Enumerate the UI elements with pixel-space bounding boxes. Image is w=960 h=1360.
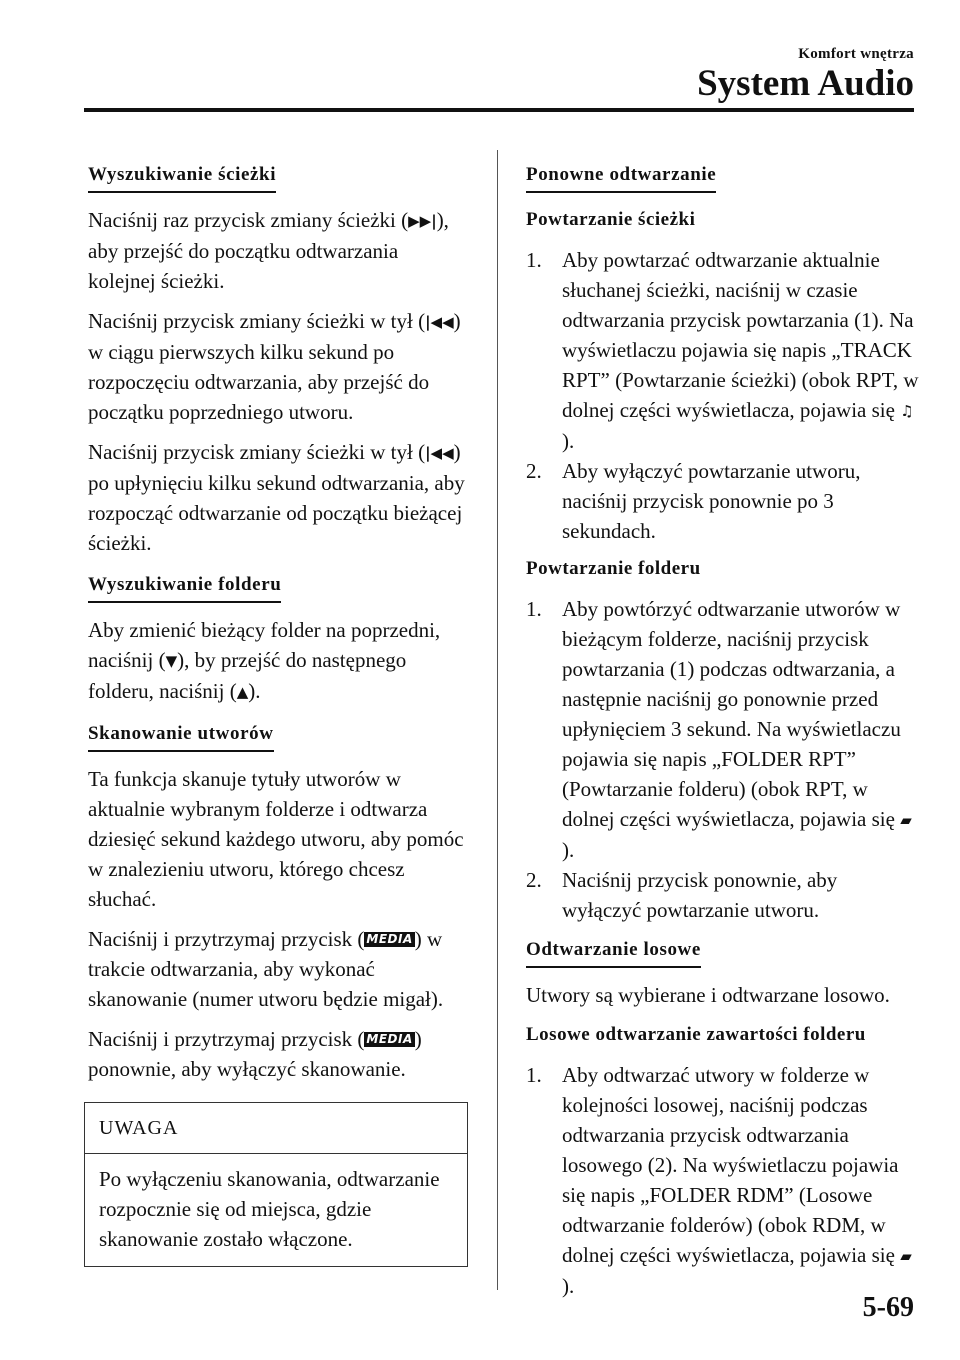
subheading-track-repeat: Powtarzanie ścieżki (526, 209, 696, 230)
media-button-icon: MEDIA (366, 1032, 413, 1046)
folder-icon: ▰ (900, 1247, 912, 1265)
paragraph: Naciśnij i przytrzymaj przycisk ( MEDIA) ponownie, aby wyłączyć skanowanie. (88, 1027, 422, 1081)
subheading-folder-repeat: Powtarzanie folderu (526, 558, 701, 579)
list (526, 245, 921, 546)
page-header (697, 46, 914, 105)
note-box (84, 1102, 468, 1267)
paragraph: Ta funkcja skanuje tytuły utworów w aktualnie wybranym folderze i odtwarza dziesięć sekund każdego utworu, aby pomóc w znalezieniu utworu, którego chcesz słuchać. (88, 767, 464, 911)
page-title: System Audio (697, 63, 914, 104)
page-number: 5-69 (862, 1292, 914, 1323)
subheading-random-folder: Losowe odtwarzanie zawartości folderu (526, 1024, 866, 1045)
note-body: Po wyłączeniu skanowania, odtwarzanie rozpocznie się od miejsca, gdzie skanowanie zostało włączone. (99, 1167, 440, 1251)
heading-random: Odtwarzanie losowe (526, 935, 701, 968)
heading-folder-search: Wyszukiwanie folderu (88, 570, 281, 603)
list-item: 1. Aby powtarzać odtwarzanie aktualnie słuchanej ścieżki, naciśnij w czasie odtwarzania przycisk powtarzania (1). Na wyświetlaczu pojawia się napis „TRACK RPT” (Powtarzanie ścieżki) (obok RPT, w dolnej części wyświetlacza, pojawia się ♫). (526, 248, 919, 453)
heading-repeat: Ponowne odtwarzanie (526, 160, 716, 193)
paragraph: Naciśnij przycisk zmiany ścieżki w tył (|◀◀) po upłynięciu kilku sekund odtwarzania, aby rozpocząć odtwarzanie od początku bieżącej ścieżki. (88, 440, 465, 555)
paragraph: Utwory są wybierane i odtwarzane losowo. (526, 983, 890, 1007)
up-arrow-icon: ▲ (236, 683, 249, 701)
previous-track-icon: |◀◀ (425, 444, 454, 462)
music-note-icon: ♫ (900, 402, 914, 420)
paragraph: Aby zmienić bieżący folder na poprzedni, naciśnij (▼), by przejść do następnego folderu, naciśnij (▲). (88, 615, 468, 707)
list-item: 2. Aby wyłączyć powtarzanie utworu, naciśnij przycisk ponownie po 3 sekundach. (526, 459, 861, 543)
list-item: 1. Aby powtórzyć odtwarzanie utworów w bieżącym folderze, naciśnij przycisk powtarzania (1) podczas odtwarzania, a następnie naciśnij go ponownie przed upłynięciem 3 sekund. Na wyświetlaczu pojawia się napis „FOLDER RPT” (Powtarzanie folderu) (obok RPT, w dolnej części wyświetlacza, pojawia się ▰). (526, 597, 912, 862)
down-arrow-icon: ▼ (165, 652, 178, 670)
paragraph: Naciśnij przycisk zmiany ścieżki w tył (|◀◀) w ciągu pierwszych kilku sekund po rozpoczęciu odtwarzania, aby przejść do początku poprzedniego utworu. (88, 309, 461, 424)
paragraph: Naciśnij raz przycisk zmiany ścieżki (▶▶|), aby przejść do początku odtwarzania kolejnej ścieżki. (88, 208, 449, 293)
next-track-icon: ▶▶| (408, 212, 437, 230)
paragraph: Naciśnij i przytrzymaj przycisk ( MEDIA) w trakcie odtwarzania, aby wykonać skanowanie (numer utworu będzie migał). (88, 927, 444, 1011)
previous-track-icon: |◀◀ (425, 313, 454, 331)
column-divider (497, 150, 498, 1290)
list-item: 1. Aby odtwarzać utwory w folderze w kolejności losowej, naciśnij podczas odtwarzania przycisk odtwarzania losowego (2). Na wyświetlaczu pojawia się napis „FOLDER RDM” (Losowe odtwarzanie folderów) (obok RDM, w dolnej części wyświetlacza, pojawia się ▰). (526, 1063, 912, 1298)
right-column (526, 158, 921, 1309)
note-title: UWAGA (85, 1103, 467, 1154)
list (526, 1060, 921, 1301)
list-item: 2. Naciśnij przycisk ponownie, aby wyłączyć powtarzanie utworu. (526, 868, 838, 922)
section-label: Komfort wnętrza (798, 46, 914, 62)
folder-icon: ▰ (900, 811, 912, 829)
heading-track-search: Wyszukiwanie ścieżki (88, 160, 276, 193)
list (526, 594, 921, 925)
media-button-icon: MEDIA (366, 932, 413, 946)
header-rule (84, 108, 914, 112)
left-column (88, 158, 468, 1267)
heading-scan: Skanowanie utworów (88, 719, 274, 752)
